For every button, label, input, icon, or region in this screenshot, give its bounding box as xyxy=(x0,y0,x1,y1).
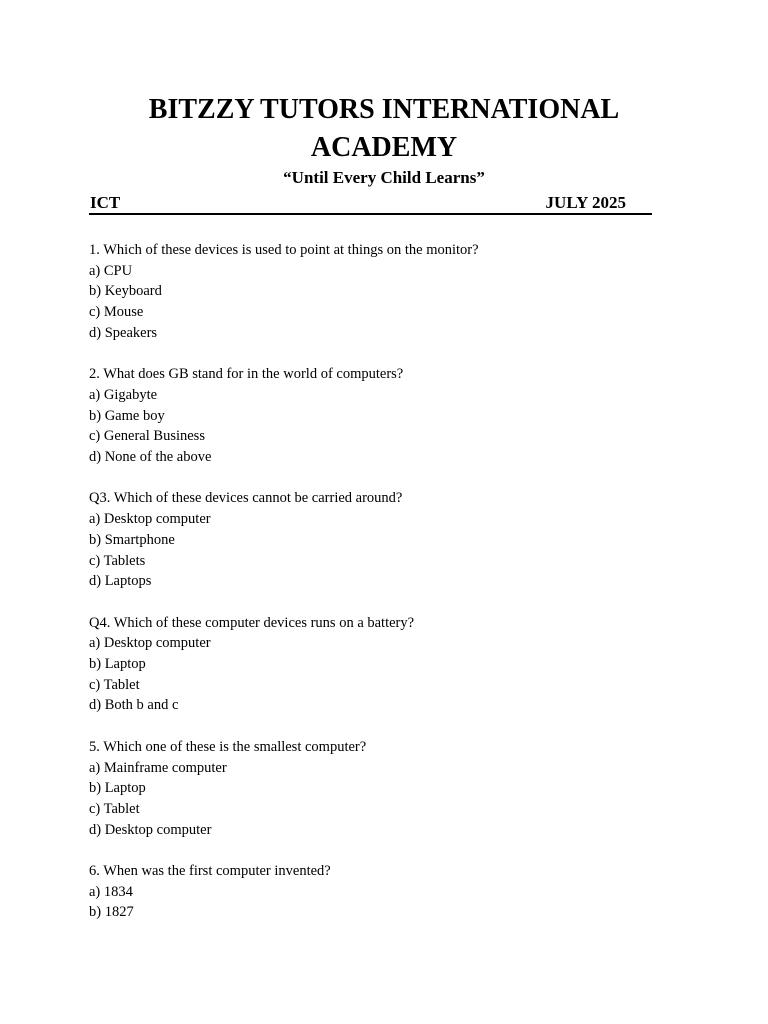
option: c) Mouse xyxy=(89,304,144,321)
option: c) General Business xyxy=(89,428,205,445)
option: a) CPU xyxy=(89,262,133,279)
question-4 xyxy=(89,613,689,717)
option: c) Tablet xyxy=(89,676,140,693)
school-name-line-2: ACADEMY xyxy=(310,132,458,163)
school-motto: “Until Every Child Learns” xyxy=(283,168,485,187)
question-text: 1. Which of these devices is used to point at things on the monitor? xyxy=(89,242,479,258)
school-name xyxy=(84,91,684,167)
option: a) Desktop computer xyxy=(89,511,211,528)
option: b) Laptop xyxy=(89,656,146,673)
option: d) Laptops xyxy=(89,573,152,590)
option: b) Laptop xyxy=(89,780,146,797)
question-5 xyxy=(89,737,689,841)
question-text: 5. Which one of these is the smallest computer? xyxy=(89,738,367,755)
option: d) None of the above xyxy=(89,449,212,466)
option: d) Desktop computer xyxy=(89,821,212,838)
subject-label: ICT xyxy=(90,193,121,212)
question-3 xyxy=(89,488,689,592)
option: b) Keyboard xyxy=(89,283,162,300)
option: a) Desktop computer xyxy=(89,635,211,652)
question-text: Q4. Which of these computer devices runs on a battery? xyxy=(89,614,415,631)
subject-date-row xyxy=(89,191,652,215)
option: a) 1834 xyxy=(89,883,133,900)
option: b) Game boy xyxy=(89,407,165,424)
option: c) Tablet xyxy=(89,800,140,817)
option: b) 1827 xyxy=(89,904,134,921)
school-name-line-1: BITZZY TUTORS INTERNATIONAL xyxy=(148,94,620,125)
option: a) Mainframe computer xyxy=(89,759,227,776)
option: d) Both b and c xyxy=(89,697,179,714)
exam-date: JULY 2025 xyxy=(545,193,626,212)
option: c) Tablets xyxy=(89,552,146,569)
option: a) Gigabyte xyxy=(89,386,158,403)
question-2 xyxy=(89,364,689,468)
option: b) Smartphone xyxy=(89,531,175,548)
option: d) Speakers xyxy=(89,324,158,341)
question-text: Q3. Which of these devices cannot be carried around? xyxy=(89,490,403,507)
question-text: 6. When was the first computer invented? xyxy=(89,863,331,880)
question-1 xyxy=(89,240,689,344)
question-6 xyxy=(89,861,689,923)
question-text: 2. What does GB stand for in the world of computers? xyxy=(89,366,404,383)
question-list xyxy=(89,240,689,944)
